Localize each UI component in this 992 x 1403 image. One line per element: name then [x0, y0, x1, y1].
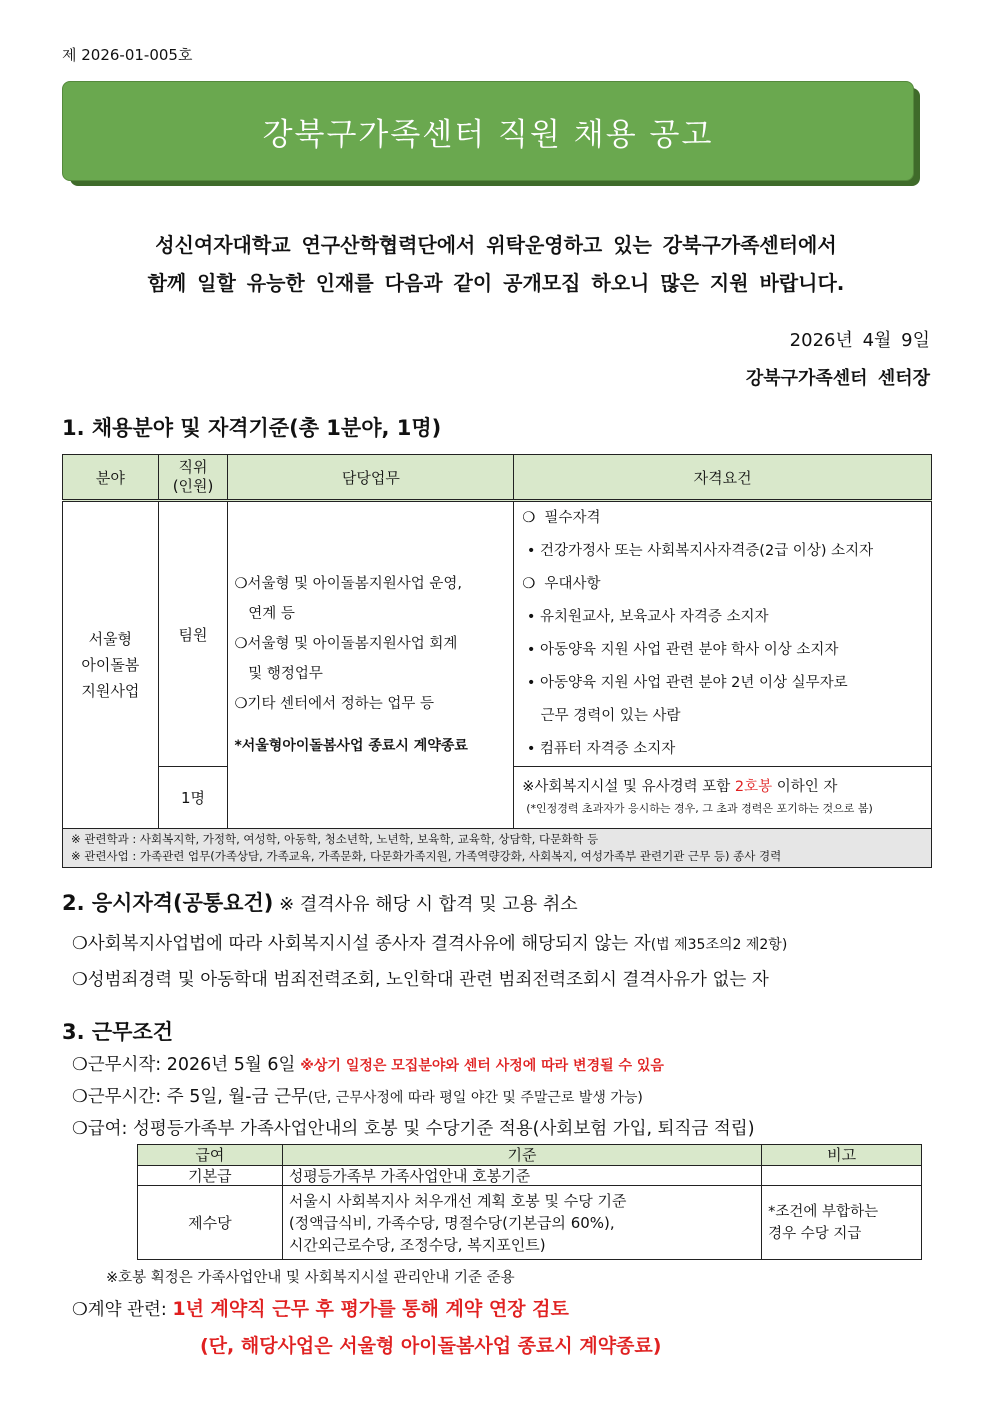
- duties-cell: [228, 501, 514, 829]
- work-hours-note: (단, 근무사정에 따라 평일 야간 및 주말근로 발생 가능): [307, 1090, 643, 1106]
- document-number: 제 2026-01-005호: [62, 46, 193, 64]
- contract-label: ❍계약 관련:: [72, 1300, 173, 1320]
- intro-line-1: 성신여자대학교 연구산학협력단에서 위탁운영하고 있는 강북구가족센터에서: [155, 233, 837, 257]
- footnote-business: ※ 관련사업 : 가족관련 업무(가족상담, 가족교육, 가족문화, 다문화가족지원, 가족역량강화, 사회복지, 여성가족부 관련기관 근무 등) 종사 경력: [71, 849, 782, 863]
- header-duties: 담당업무: [228, 455, 514, 501]
- qual-line: • 유치원교사, 보육교사 자격증 소지자: [522, 609, 769, 625]
- header-qualifications: 자격요건: [514, 455, 932, 501]
- career-note-end: 이하인 자: [772, 778, 838, 795]
- pay-row-type: 제수당: [138, 1186, 283, 1260]
- qualifications-cell: [514, 501, 932, 767]
- intro-line-2: 함께 일할 유능한 인재를 다음과 같이 공개모집 하오니 많은 지원 바랍니다.: [147, 271, 845, 295]
- header-field: 분야: [63, 455, 159, 501]
- pay-line: ❍급여: 성평등가족부 가족사업안내의 호봉 및 수당기준 적용(사회보험 가입, 퇴직금 적립): [72, 1119, 755, 1139]
- career-note: ※사회복지시설 및 유사경력 포함: [522, 778, 735, 795]
- pay-grade-note: ※호봉 획정은 가족사업안내 및 사회복지시설 관리안내 기준 준용: [106, 1270, 515, 1286]
- field-line: 아이돌봄: [81, 656, 140, 674]
- pay-row-note: [762, 1186, 922, 1260]
- signer: 강북구가족센터 센터장: [745, 368, 930, 389]
- pay-row-note: [762, 1166, 922, 1186]
- work-start: [72, 1051, 664, 1076]
- contract-terms: 1년 계약직 근무 후 평가를 통해 계약 연장 검토: [172, 1298, 569, 1320]
- eligibility-item-2: ❍성범죄경력 및 아동학대 범죄전력조회, 노인학대 관련 범죄전력조회시 결격사유가 없는 자: [72, 970, 769, 990]
- eligibility-law: (법 제35조의2 제2항): [650, 937, 788, 953]
- table-footnotes: [63, 829, 932, 868]
- pay-basis-line: 서울시 사회복지사 처우개선 계획 호봉 및 수당 기준: [288, 1191, 627, 1210]
- duty-note: *서울형아이돌봄사업 종료시 계약종료: [234, 738, 468, 754]
- work-hours: [72, 1083, 643, 1108]
- section3-heading: 3. 근무조건: [62, 1020, 174, 1044]
- recruitment-table: [62, 454, 932, 868]
- pay-row-basis: 성평등가족부 가족사업안내 호봉기준: [282, 1166, 761, 1186]
- work-start-text: ❍근무시작: 2026년 5월 6일: [72, 1055, 296, 1075]
- position-cell: 팀원: [158, 501, 228, 767]
- pay-basis-line: 시간외근로수당, 조정수당, 복지포인트): [288, 1235, 546, 1254]
- duty-line: ❍기타 센터에서 정하는 업무 등: [234, 696, 434, 712]
- field-cell: [63, 501, 159, 829]
- section1-heading: 1. 채용분야 및 자격기준(총 1분야, 1명): [62, 416, 442, 440]
- page-title: 강북구가족센터 직원 채용 공고: [262, 116, 714, 153]
- duty-line: 및 행정업무: [234, 666, 323, 682]
- section2-note: ※ 결격사유 해당 시 합격 및 고용 취소: [273, 894, 578, 915]
- duty-line: ❍서울형 및 아이돌봄지원사업 운영,: [234, 576, 462, 592]
- duty-line: ❍서울형 및 아이돌봄지원사업 회계: [234, 636, 458, 652]
- section2-heading: 2. 응시자격(공통요건): [62, 891, 274, 915]
- contract-line: [72, 1294, 569, 1321]
- qual-line: • 컴퓨터 자격증 소지자: [522, 741, 676, 757]
- pay-header-basis: 기준: [282, 1145, 761, 1166]
- announcement-date: 2026년 4월 9일: [789, 330, 930, 351]
- work-hours-text: ❍근무시간: 주 5일, 월-금 근무: [72, 1087, 308, 1107]
- field-line: 지원사업: [81, 682, 140, 700]
- title-banner: [62, 81, 914, 181]
- section2-heading-wrap: [62, 887, 578, 917]
- eligibility-item-1: [72, 930, 787, 955]
- work-start-note: ※상기 일정은 모집분야와 센터 사정에 따라 변경될 수 있음: [295, 1058, 664, 1074]
- pay-table: [137, 1144, 922, 1260]
- qual-line: ❍ 우대사항: [522, 576, 601, 592]
- pay-note-line: 경우 수당 지급: [768, 1225, 862, 1242]
- count-cell: 1명: [158, 767, 228, 829]
- field-line: 서울형: [88, 630, 133, 648]
- pay-basis-line: (정액급식비, 가족수당, 명절수당(기본급의 60%),: [288, 1213, 615, 1232]
- career-grade: 2호봉: [734, 778, 773, 795]
- career-note-cell: [514, 767, 932, 829]
- qual-line: • 아동양육 지원 사업 관련 분야 학사 이상 소지자: [522, 642, 839, 658]
- duty-line: 연계 등: [234, 606, 295, 622]
- qual-line: 근무 경력이 있는 사람: [522, 708, 681, 724]
- pay-row-type: 기본급: [138, 1166, 283, 1186]
- pay-note-line: *조건에 부합하는: [768, 1203, 879, 1220]
- career-note-small: (*인정경력 초과자가 응시하는 경우, 그 초과 경력은 포기하는 것으로 봄): [526, 801, 873, 815]
- pay-header-note: 비고: [762, 1145, 922, 1166]
- eligibility-text: ❍사회복지사업법에 따라 사회복지시설 종사자 결격사유에 해당되지 않는 자: [72, 934, 651, 954]
- qual-line: • 건강가정사 또는 사회복지사자격증(2급 이상) 소지자: [522, 543, 874, 559]
- contract-termination: (단, 해당사업은 서울형 아이돌봄사업 종료시 계약종료): [200, 1335, 662, 1357]
- pay-header-type: 급여: [138, 1145, 283, 1166]
- qual-line: ❍ 필수자격: [522, 510, 601, 526]
- header-position: 직위 (인원): [158, 455, 228, 501]
- pay-row-basis: [282, 1186, 761, 1260]
- qual-line: • 아동양육 지원 사업 관련 분야 2년 이상 실무자로: [522, 675, 848, 691]
- footnote-departments: ※ 관련학과 : 사회복지학, 가정학, 여성학, 아동학, 청소년학, 노년학, 보육학, 교육학, 상담학, 다문화학 등: [71, 832, 599, 846]
